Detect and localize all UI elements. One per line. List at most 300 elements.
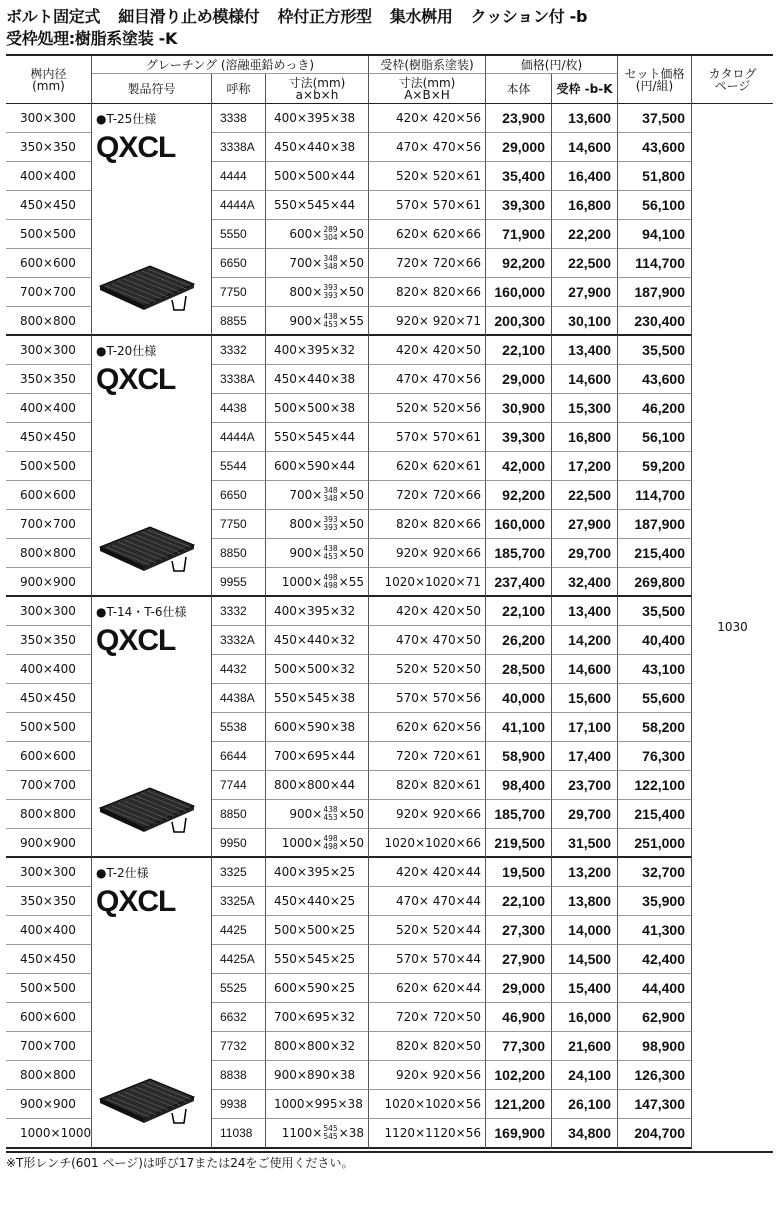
pit-size: 350×350 [6, 887, 92, 916]
set-price: 42,400 [618, 945, 692, 974]
set-price: 187,900 [618, 278, 692, 307]
body-price: 169,900 [486, 1119, 552, 1149]
grating-dimension: 600×590×25 [266, 974, 369, 1003]
frame-price: 16,400 [552, 162, 618, 191]
dim-prefix: 1000× [281, 835, 323, 850]
frame-price: 16,800 [552, 423, 618, 452]
body-price: 29,000 [486, 974, 552, 1003]
frame-dimension: 1020×1020×56 [369, 1090, 486, 1119]
set-price: 58,200 [618, 713, 692, 742]
frame-price: 13,400 [552, 336, 618, 365]
call-name: 4432 [212, 655, 266, 684]
dim-bottom: 348 [323, 262, 338, 271]
frame-dimension: 570× 570×61 [369, 191, 486, 220]
call-name: 3332 [212, 336, 266, 365]
pit-size: 450×450 [6, 684, 92, 713]
pit-size: 450×450 [6, 423, 92, 452]
header-set-price: セット価格 (円/組) [618, 56, 692, 104]
frame-dimension: 470× 470×44 [369, 887, 486, 916]
set-price: 51,800 [618, 162, 692, 191]
body-price: 185,700 [486, 800, 552, 829]
frame-dimension: 820× 820×66 [369, 510, 486, 539]
dim-prefix: 800× [289, 285, 323, 299]
dim-prefix: 700× [289, 256, 323, 270]
call-name: 3332 [212, 597, 266, 626]
call-name: 9938 [212, 1090, 266, 1119]
grating-dimension: 450×440×38 [266, 365, 369, 394]
dim-suffix: ×38 [338, 1126, 364, 1140]
set-price: 44,400 [618, 974, 692, 1003]
set-price: 62,900 [618, 1003, 692, 1032]
set-price: 43,600 [618, 133, 692, 162]
call-name: 8855 [212, 307, 266, 336]
dim-suffix: ×50 [338, 256, 364, 270]
pit-size: 800×800 [6, 1061, 92, 1090]
call-name: 4438 [212, 394, 266, 423]
frame-price: 27,900 [552, 278, 618, 307]
title-part: クッション付 -b [470, 7, 588, 26]
grating-image [98, 1077, 196, 1131]
dim-top: 498 [323, 572, 338, 582]
pit-size: 450×450 [6, 191, 92, 220]
pit-size: 500×500 [6, 974, 92, 1003]
frame-price: 24,100 [552, 1061, 618, 1090]
grating-image [98, 525, 196, 579]
frame-dimension: 1020×1020×66 [369, 829, 486, 858]
grating-dimension: 500×500×44 [266, 162, 369, 191]
set-price: 37,500 [618, 104, 692, 133]
grating-dimension: 550×545×25 [266, 945, 369, 974]
body-price: 35,400 [486, 162, 552, 191]
frame-dimension: 1020×1020×71 [369, 568, 486, 597]
call-name: 6650 [212, 481, 266, 510]
dim-prefix: 1100× [281, 1126, 323, 1140]
call-name: 4444 [212, 162, 266, 191]
grating-dimension [266, 307, 369, 336]
body-price: 92,200 [486, 249, 552, 278]
call-name: 8838 [212, 1061, 266, 1090]
frame-dimension: 570× 570×44 [369, 945, 486, 974]
call-name: 3325 [212, 858, 266, 887]
footnote: ※T形レンチ(601 ページ)は呼び17または24をご使用ください。 [6, 1156, 354, 1170]
product-code: QXCL [96, 624, 176, 657]
body-price: 39,300 [486, 191, 552, 220]
set-price: 215,400 [618, 539, 692, 568]
body-price: 58,900 [486, 742, 552, 771]
set-price: 98,900 [618, 1032, 692, 1061]
pit-size: 500×500 [6, 713, 92, 742]
pit-size: 300×300 [6, 104, 92, 133]
call-name: 4438A [212, 684, 266, 713]
frame-dimension: 620× 620×66 [369, 220, 486, 249]
call-name: 6632 [212, 1003, 266, 1032]
header-grating-dim: 寸法(mm) a×b×h [266, 74, 369, 104]
header-frame-dim: 寸法(mm) A×B×H [369, 74, 486, 104]
grating-dimension: 500×500×38 [266, 394, 369, 423]
pit-size: 350×350 [6, 365, 92, 394]
header-price: 価格(円/枚) [486, 56, 618, 74]
body-price: 98,400 [486, 771, 552, 800]
set-price: 230,400 [618, 307, 692, 336]
pit-size: 700×700 [6, 278, 92, 307]
call-name: 7750 [212, 278, 266, 307]
call-name: 11038 [212, 1119, 266, 1149]
frame-dimension: 620× 620×56 [369, 713, 486, 742]
product-code: QXCL [96, 131, 176, 164]
call-name: 5544 [212, 452, 266, 481]
dim-top: 348 [323, 486, 338, 495]
grating-image [98, 264, 196, 318]
spec-label: ●T-20仕様 [96, 344, 157, 358]
header-product-code: 製品符号 [92, 74, 212, 104]
call-name: 7744 [212, 771, 266, 800]
body-price: 102,200 [486, 1061, 552, 1090]
grating-dimension: 400×395×25 [266, 858, 369, 887]
call-name: 5525 [212, 974, 266, 1003]
call-name: 6644 [212, 742, 266, 771]
pit-size: 600×600 [6, 1003, 92, 1032]
pit-size: 800×800 [6, 307, 92, 336]
dim-prefix: 900× [289, 313, 323, 328]
frame-price: 32,400 [552, 568, 618, 597]
dim-top: 498 [323, 833, 338, 843]
grating-dimension [266, 510, 369, 539]
pit-size: 350×350 [6, 626, 92, 655]
pit-size: 300×300 [6, 597, 92, 626]
frame-price: 13,200 [552, 858, 618, 887]
frame-price: 34,800 [552, 1119, 618, 1149]
dim-prefix: 600× [289, 227, 323, 241]
dim-fraction [323, 313, 337, 329]
frame-price: 26,100 [552, 1090, 618, 1119]
set-price: 204,700 [618, 1119, 692, 1149]
set-price: 122,100 [618, 771, 692, 800]
dim-fraction [323, 487, 337, 503]
dim-suffix: ×50 [338, 807, 364, 821]
catalog-page-value: 1030 [717, 619, 748, 634]
grating-dimension [266, 1119, 369, 1149]
dim-fraction [323, 284, 337, 300]
grating-dimension [266, 539, 369, 568]
pit-size: 500×500 [6, 452, 92, 481]
grating-dimension [266, 278, 369, 307]
grating-dimension: 550×545×38 [266, 684, 369, 713]
call-name: 9955 [212, 568, 266, 597]
pit-size: 400×400 [6, 162, 92, 191]
call-name: 3332A [212, 626, 266, 655]
frame-dimension: 920× 920×56 [369, 1061, 486, 1090]
body-price: 160,000 [486, 278, 552, 307]
frame-dimension: 520× 520×44 [369, 916, 486, 945]
dim-fraction [323, 226, 337, 242]
pit-size: 600×600 [6, 481, 92, 510]
body-price: 22,100 [486, 597, 552, 626]
frame-price: 14,600 [552, 365, 618, 394]
title-line-2: 受枠処理:樹脂系塗装 -K [6, 29, 178, 48]
dim-fraction [323, 835, 337, 851]
dim-prefix: 700× [289, 488, 323, 502]
frame-dimension: 720× 720×66 [369, 481, 486, 510]
body-price: 42,000 [486, 452, 552, 481]
frame-dimension: 920× 920×66 [369, 800, 486, 829]
body-price: 71,900 [486, 220, 552, 249]
frame-dimension: 520× 520×56 [369, 394, 486, 423]
frame-dimension: 520× 520×61 [369, 162, 486, 191]
body-price: 40,000 [486, 684, 552, 713]
grating-dimension: 450×440×32 [266, 626, 369, 655]
set-price: 94,100 [618, 220, 692, 249]
set-price: 114,700 [618, 481, 692, 510]
frame-price: 14,600 [552, 133, 618, 162]
frame-dimension: 420× 420×50 [369, 597, 486, 626]
header-catalog-page: カタログ ページ [692, 56, 773, 104]
body-price: 39,300 [486, 423, 552, 452]
frame-dimension: 720× 720×66 [369, 249, 486, 278]
body-price: 27,900 [486, 945, 552, 974]
frame-price: 22,200 [552, 220, 618, 249]
product-cell [92, 336, 212, 597]
dim-prefix: 900× [289, 807, 323, 821]
grating-dimension: 400×395×32 [266, 336, 369, 365]
dim-bottom: 348 [323, 494, 338, 503]
grating-dimension: 600×590×38 [266, 713, 369, 742]
pit-size: 400×400 [6, 916, 92, 945]
frame-price: 14,200 [552, 626, 618, 655]
frame-dimension: 920× 920×71 [369, 307, 486, 336]
frame-price: 22,500 [552, 249, 618, 278]
call-name: 4444A [212, 423, 266, 452]
dim-top: 393 [323, 515, 338, 524]
frame-price: 23,700 [552, 771, 618, 800]
pit-size: 500×500 [6, 220, 92, 249]
header-body-price: 本体 [486, 74, 552, 104]
dim-bottom: 304 [323, 233, 338, 242]
dim-top: 289 [323, 225, 338, 234]
body-price: 219,500 [486, 829, 552, 858]
frame-price: 21,600 [552, 1032, 618, 1061]
pit-size: 400×400 [6, 394, 92, 423]
call-name: 8850 [212, 539, 266, 568]
call-name: 3338A [212, 365, 266, 394]
pit-size: 450×450 [6, 945, 92, 974]
dim-bottom: 545 [323, 1132, 338, 1141]
body-price: 23,900 [486, 104, 552, 133]
pit-size: 800×800 [6, 800, 92, 829]
set-price: 215,400 [618, 800, 692, 829]
grating-dimension: 500×500×32 [266, 655, 369, 684]
frame-price: 15,600 [552, 684, 618, 713]
set-price: 35,900 [618, 887, 692, 916]
pit-size: 700×700 [6, 1032, 92, 1061]
dim-fraction [323, 574, 337, 590]
frame-price: 14,500 [552, 945, 618, 974]
set-price: 41,300 [618, 916, 692, 945]
frame-price: 17,200 [552, 452, 618, 481]
spec-label: ●T-2仕様 [96, 866, 149, 880]
grating-dimension [266, 481, 369, 510]
call-name: 3338A [212, 133, 266, 162]
frame-dimension: 570× 570×56 [369, 684, 486, 713]
frame-price: 16,800 [552, 191, 618, 220]
dim-bottom: 453 [323, 319, 338, 329]
title-part: 枠付正方形型 [277, 7, 372, 26]
frame-price: 14,600 [552, 655, 618, 684]
body-price: 30,900 [486, 394, 552, 423]
body-price: 41,100 [486, 713, 552, 742]
dim-suffix: ×50 [338, 285, 364, 299]
frame-dimension: 520× 520×50 [369, 655, 486, 684]
body-price: 27,300 [486, 916, 552, 945]
pit-size: 600×600 [6, 742, 92, 771]
pit-size: 900×900 [6, 829, 92, 858]
price-grid [6, 56, 773, 1151]
set-price: 251,000 [618, 829, 692, 858]
call-name: 4425A [212, 945, 266, 974]
body-price: 26,200 [486, 626, 552, 655]
call-name: 9950 [212, 829, 266, 858]
grating-dimension: 700×695×32 [266, 1003, 369, 1032]
grating-dimension: 900×890×38 [266, 1061, 369, 1090]
body-price: 121,200 [486, 1090, 552, 1119]
call-name: 7750 [212, 510, 266, 539]
dim-suffix: ×50 [338, 835, 364, 850]
set-price: 32,700 [618, 858, 692, 887]
price-table [6, 54, 773, 1153]
dim-suffix: ×55 [338, 313, 364, 328]
set-price: 56,100 [618, 191, 692, 220]
set-price: 187,900 [618, 510, 692, 539]
product-cell [92, 104, 212, 336]
frame-price: 14,000 [552, 916, 618, 945]
set-price: 46,200 [618, 394, 692, 423]
body-price: 46,900 [486, 1003, 552, 1032]
grating-dimension: 400×395×38 [266, 104, 369, 133]
body-price: 200,300 [486, 307, 552, 336]
set-price: 43,100 [618, 655, 692, 684]
grating-dimension: 1000×995×38 [266, 1090, 369, 1119]
frame-price: 13,800 [552, 887, 618, 916]
dim-top: 393 [323, 283, 338, 292]
grating-dimension: 600×590×44 [266, 452, 369, 481]
frame-dimension: 820× 820×66 [369, 278, 486, 307]
dim-prefix: 900× [289, 546, 323, 560]
frame-price: 27,900 [552, 510, 618, 539]
dim-fraction [323, 516, 337, 532]
dim-top: 438 [323, 311, 338, 321]
body-price: 29,000 [486, 365, 552, 394]
header-pit-size: 桝内径 (mm) [6, 56, 92, 104]
pit-size: 1000×1000 [6, 1119, 92, 1149]
header-grating: グレーチング (溶融亜鉛めっき) [92, 56, 369, 74]
body-price: 77,300 [486, 1032, 552, 1061]
dim-top: 438 [323, 544, 338, 553]
frame-price: 31,500 [552, 829, 618, 858]
call-name: 5538 [212, 713, 266, 742]
dim-suffix: ×50 [338, 546, 364, 560]
frame-dimension: 820× 820×61 [369, 771, 486, 800]
grating-dimension: 700×695×44 [266, 742, 369, 771]
dim-suffix: ×50 [338, 227, 364, 241]
frame-price: 17,100 [552, 713, 618, 742]
grating-dimension: 400×395×32 [266, 597, 369, 626]
dim-bottom: 498 [323, 580, 338, 590]
dim-bottom: 453 [323, 552, 338, 561]
dim-suffix: ×55 [338, 574, 364, 589]
set-price: 55,600 [618, 684, 692, 713]
header-call-name: 呼称 [212, 74, 266, 104]
body-price: 185,700 [486, 539, 552, 568]
spec-label: ●T-14・T-6仕様 [96, 605, 187, 619]
grating-dimension: 450×440×38 [266, 133, 369, 162]
dim-suffix: ×50 [338, 517, 364, 531]
spec-label: ●T-25仕様 [96, 112, 157, 126]
pit-size: 350×350 [6, 133, 92, 162]
frame-price: 17,400 [552, 742, 618, 771]
frame-price: 30,100 [552, 307, 618, 336]
dim-bottom: 453 [323, 813, 338, 822]
grating-dimension: 550×545×44 [266, 423, 369, 452]
frame-dimension: 470× 470×56 [369, 365, 486, 394]
frame-dimension: 920× 920×66 [369, 539, 486, 568]
set-price: 76,300 [618, 742, 692, 771]
frame-dimension: 570× 570×61 [369, 423, 486, 452]
set-price: 59,200 [618, 452, 692, 481]
title-part: 集水桝用 [389, 7, 453, 26]
grating-dimension [266, 800, 369, 829]
dim-top: 545 [323, 1124, 338, 1133]
frame-price: 29,700 [552, 800, 618, 829]
set-price: 43,600 [618, 365, 692, 394]
call-name: 7732 [212, 1032, 266, 1061]
grating-dimension [266, 568, 369, 597]
body-price: 29,000 [486, 133, 552, 162]
dim-fraction [323, 255, 337, 271]
body-price: 22,100 [486, 887, 552, 916]
set-price: 269,800 [618, 568, 692, 597]
grating-dimension: 450×440×25 [266, 887, 369, 916]
grating-dimension [266, 249, 369, 278]
grating-dimension: 800×800×44 [266, 771, 369, 800]
title-part: 細目滑り止め模様付 [118, 7, 260, 26]
body-price: 160,000 [486, 510, 552, 539]
product-cell [92, 858, 212, 1149]
dim-prefix: 800× [289, 517, 323, 531]
body-price: 237,400 [486, 568, 552, 597]
frame-dimension: 420× 420×56 [369, 104, 486, 133]
dim-bottom: 393 [323, 523, 338, 532]
set-price: 126,300 [618, 1061, 692, 1090]
dim-fraction [323, 545, 337, 561]
frame-dimension: 1120×1120×56 [369, 1119, 486, 1149]
call-name: 4425 [212, 916, 266, 945]
frame-price: 15,300 [552, 394, 618, 423]
dim-bottom: 498 [323, 841, 338, 851]
pit-size: 700×700 [6, 510, 92, 539]
set-price: 147,300 [618, 1090, 692, 1119]
frame-dimension: 720× 720×50 [369, 1003, 486, 1032]
set-price: 56,100 [618, 423, 692, 452]
frame-price: 15,400 [552, 974, 618, 1003]
frame-dimension: 470× 470×56 [369, 133, 486, 162]
frame-price: 22,500 [552, 481, 618, 510]
title-part: ボルト固定式 [6, 7, 101, 26]
pit-size: 400×400 [6, 655, 92, 684]
set-price: 35,500 [618, 336, 692, 365]
dim-bottom: 393 [323, 291, 338, 300]
dim-suffix: ×50 [338, 488, 364, 502]
call-name: 4444A [212, 191, 266, 220]
call-name: 6650 [212, 249, 266, 278]
